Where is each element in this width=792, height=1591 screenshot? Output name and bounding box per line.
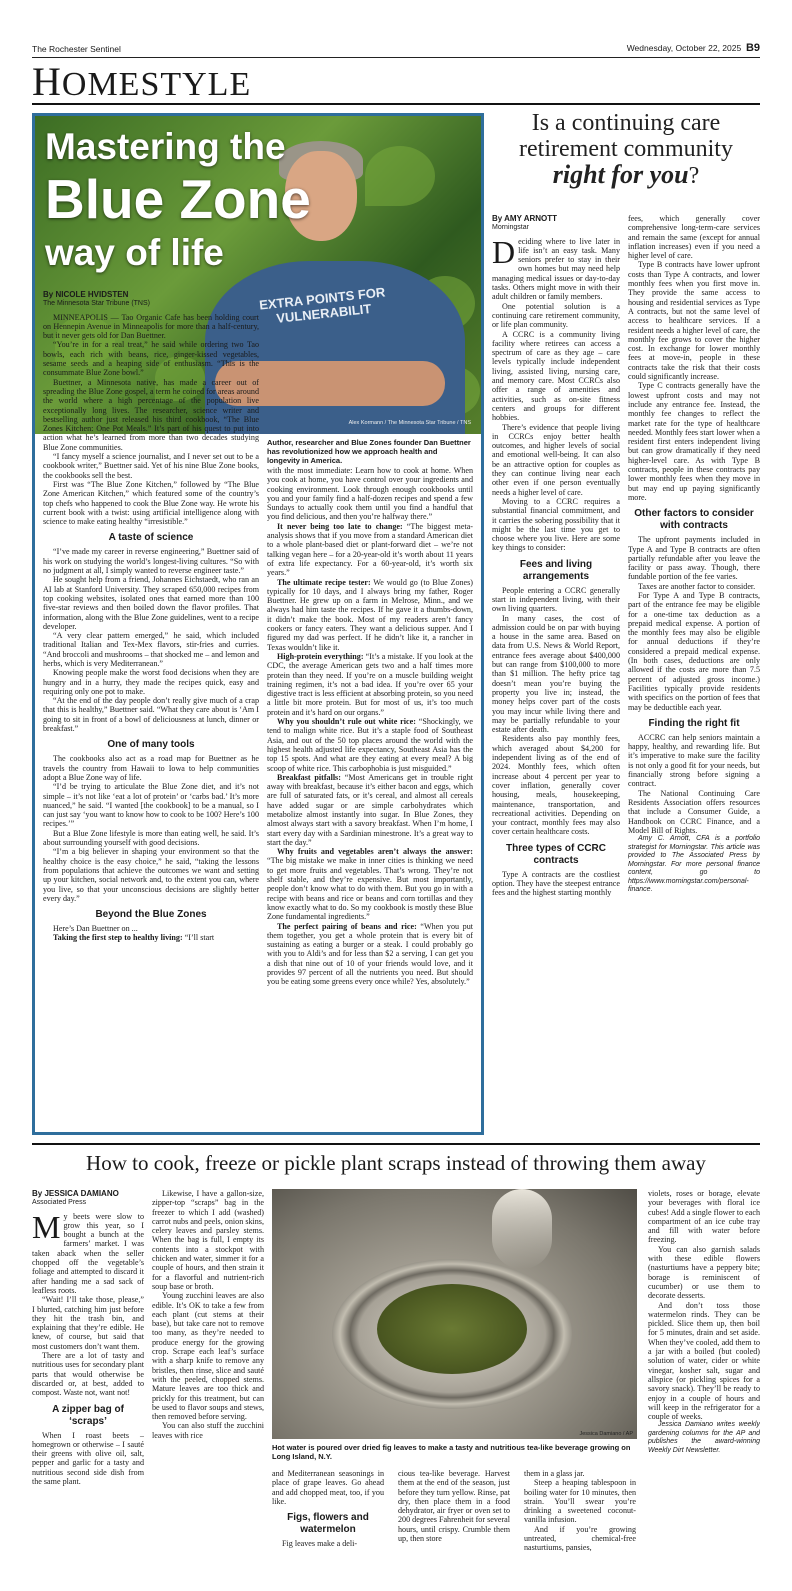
ccrc-story — [492, 110, 760, 1130]
story1-column-2: with the most immediate: Learn how to cook at home. When you cook at home, you have control over your ingredients and cooking environment. Look through enough cookbooks until you and your family find a half-dozen recipes and spend a few Sundays to actually cook them until you find a handful that you find delicious, and then you’re halfway there.” It never being too late to change: “The biggest meta-analysis shows that if you move from a standard American diet to a whole plant-based diet or plant-forward diet – we’re not talking vegan here – for a 20-year-old it’s worth about 11 years of extra life expectancy. For a 60-year-old, it’s worth six years.” The ultimate recipe tester: We would go (to Blue Zones) typically for 10 days, and I always bring my father, Roger Buettner. He grew up on a farm in Melrose, Minn., and we always had him taste the recipes. If he gave it a thumbs-down, it didn’t make the book. Most of my readers aren’t fancy cookers or fancy eaters. They want a delicious supper. And I figured my dad was perfect. If he didn’t like it, a rancher in Texas wouldn’t like it. High-protein everything: “It’s a mistake. If you look at the CDC, the average American gets two and a half times more protein than they need. If you’re on a muscle building weight training regimen, it’s not a bad idea. If you’re over 65 your digestive tract is less efficient at absorbing protein, so you need a little bit more protein. But for most of us, it’s too much protein and it’s hard on our organs.” Why you shouldn’t rule out white rice: “Shockingly, we tend to malign white rice. But it’s a staple food of Southeast Asia, and out of the 50 top places around the world with the highest health adjusted life expectancy, Southeast Asia has the top 15 spots. And what are they eating at every meal? A big scoop of white rice. This carbophobia is just misguided.” Breakfast pitfalls: “Most Americans get in trouble right away with breakfast, because it’s either bacon and eggs, which are full of saturated fats, or it’s cereal, and almost all cereals have added sugar or are simple carbohydrates which metabolize almost instantly into sugar. In Blue Zones, they almost always start with a savory breakfast. When I’m home, I start every day with a Sardinian minestrone. It’s a great way to start the day.” Why fruits and vegetables aren’t always the answer: “The big mistake we make in inner cities is thinking we need to get more fruits and vegetables. That’s wrong. They’re not shelf stable, and they’re expensive. But most importantly, people don’t know what to do with them. But you go in with a recipe with beans and rice or beans and corn tortillas and they know exactly what to do. So my cookbook is mostly these Blue Zone fundamental ingredients.” The perfect pairing of beans and rice: “When you put them together, you get a whole protein that is every bit of sustaining as eating a burger or a steak. I could probably go with you to Aldi’s and for less than $2 a serving, I can get you a dish that nine out of 10 of your friends would love, and it provides 97 percent of all the nutrients you need. But should you be eating some greens every once while? Yes, absolutely.” — [267, 466, 473, 987]
subhead: Figs, flowers and watermelon — [287, 1512, 369, 1536]
byline-affiliation: Associated Press — [32, 1199, 87, 1207]
scraps-column-3: and Mediterranean seasonings in place of grape leaves. Go ahead and add chopped meat, too, if you like. Figs, flowers and watermelon Fig leaves make a deli- — [272, 1469, 384, 1549]
photo-caption: Author, researcher and Blue Zones founder Dan Buettner has revolutionized how we approach health and longevity in America. — [267, 438, 471, 465]
headline-line-1: Mastering the — [45, 126, 286, 167]
paper-name: The Rochester Sentinel — [32, 44, 121, 54]
scraps-column-6: violets, roses or borage, elevate your beverages with floral ice cubes! Add a single flower to each compartment of an ice cube tray and fill with water before freezing. You can also garnish salads with these edible flowers (nasturtiums have a peppery bite; borage is reminiscent of cucumber) or use them to decorate desserts. And don’t toss those watermelon rinds. They can be pickled. Slice them up, then boil for 5 minutes, drain and set aside. When they’ve cooled, add them to a jar with a boiled (but cooled) solution of water, cider or white vinegar, kosher salt, sugar and allspice (or pickling spices for a savory snack). They’ll be ready to enjoy in a couple of hours and will keep in the refrigerator for a couple of weeks. Jessica Damiano writes weekly gardening columns for the AP and publishes the award-winning Weekly Dirt Newsletter. — [648, 1189, 760, 1454]
photo-caption: Hot water is poured over dried fig leaves to make a tasty and nutritious tea-like beverage growing on Long Island, N.Y. — [272, 1443, 631, 1461]
plant-scraps-story — [32, 1143, 760, 1583]
subhead: One of many tools — [107, 739, 195, 751]
byline-affiliation: Morningstar — [492, 224, 529, 232]
scraps-column-1: By JESSICA DAMIANO Associated Press My beets were slow to grow this year, so I bought a bunch at the farmers’ market. I was taken aback when the seller chopped off the vegetable’s foliage and attempted to discard it after handing me a sad sack of leafless roots. “Wait! I’ll take those, please,” I blurted, catching him just before they hit the trash bin, and explaining that they’re edible. He knew, of course, but said that most customers don’t want them. There are a lot of tasty and nutritious uses for secondary plant parts that would otherwise be discarded or, at best, added to compost. Waste not, want not! A zipper bag of ‘scraps’ When I roast beets – homegrown or otherwise – I sauté their greens with olive oil, salt, pepper and garlic for a tasty and nutritious second side dish from the same plant. — [32, 1189, 144, 1487]
byline-affiliation: The Minnesota Star Tribune (TNS) — [43, 300, 150, 308]
photo-credit: Alex Kormann / The Minnesota Star Tribune / TNS — [348, 420, 471, 426]
subhead: A zipper bag of ‘scraps’ — [52, 1403, 124, 1427]
byline: By JESSICA DAMIANO — [32, 1189, 119, 1198]
scraps-column-2: Likewise, I have a gallon-size, zipper-top “scraps” bag in the freezer to which I add (washed) carrot nubs and peels, onion skins, celery leaves and parsley stems. When the bag is full, I empty its contents into a stockpot with chicken and water, simmer it for a couple of hours, and then strain it for a flavorful and nutrient-rich soup base or broth. Young zucchini leaves are also edible. It’s OK to take a few from each plant (cut stems at their base), but take care not to remove too many, as they’re needed to produce energy for the growing crop. Scrape each leaf’s surface with a sharp knife to remove any bristles, then rinse, slice and sauté with the peeled, chopped stems. Mature leaves are too thick and prickly for this treatment, but can be used to flavor soups and stews, then removed before serving. You can also stuff the zucchini leaves with rice — [152, 1189, 264, 1440]
fig-leaf-tea — [377, 1284, 527, 1374]
byline: By AMY ARNOTT — [492, 214, 558, 223]
headline-line-2: Blue Zone — [45, 168, 311, 230]
subhead: Fees and living arrangements — [519, 558, 593, 582]
ccrc-column-1: By AMY ARNOTT Morningstar Deciding where to live later in life isn’t an easy task. Many seniors prefer to stay in their own homes but may need help managing medical issues or day-to-day tasks. Others might move in with their adult children or family members. One potential solution is a continuing care retirement community, or life plan community. A CCRC is a community living facility where retirees can access a spectrum of care as they age – care levels typically include independent living, assisted living, nursing care, and memory care. Most CCRCs also offer a range of amenities and activities, such as on-site fitness centers and groups for different hobbies. There’s evidence that people living in CCRCs enjoy better health outcomes, and higher levels of social and emotional well-being. It can also be an attractive option for couples as they can continue living near each other even if one person eventually needs a higher level of care. Moving to a CCRC requires a substantial financial commitment, and it carries the sobering possibility that it might be the last time you get to choose where you live. Here are some key things to consider: Fees and living arrangements People entering a CCRC generally start in independent living, with their own living quarters. In many cases, the cost of admission could be on par with buying a house in the same area. Based on data from U.S. News & World Report, entrance fees average about $400,000 but can range from $100,000 to more than $1 million. The hefty price tag doesn’t mean you’re buying the property you live in; instead, the money helps cover part of the costs you may incur while living there and may be partially refundable to your estate after death. Residents also pay monthly fees, which averaged about $4,200 for independent living as of the end of 2024. Monthly fees, which often increase about 4 percent per year to cover inflation, generally cover housing, meals, housekeeping, maintenance, transportation, and recreational activities. Depending on your contract, monthly fees may also cover certain healthcare costs. Three types of CCRC contracts Type A contracts are the costliest option. They have the steepest entrance fees and the highest starting monthly — [492, 214, 620, 898]
drop-cap: D — [492, 233, 516, 270]
subhead: A taste of science — [108, 532, 194, 544]
subhead: Three types of CCRC contracts — [505, 842, 606, 866]
subhead: Other factors to consider with contracts — [634, 508, 754, 532]
drop-cap: M — [32, 1208, 61, 1245]
photo-credit: Jessica Damiano / AP — [579, 1431, 633, 1437]
plant-scraps-headline: How to cook, freeze or pickle plant scraps instead of throwing them away — [86, 1151, 706, 1175]
scraps-column-5: them in a glass jar. Steep a heaping tablespoon in boiling water for 10 minutes, then strain. You’ll swear you’re drinking a sweetened coconut-vanilla infusion. And if you’re growing untreated, chemical-free nasturtiums, pansies, — [524, 1469, 636, 1553]
ccrc-headline: Is a continuing care retirement community right for you? — [519, 110, 733, 189]
shirt-text: EXTRA POINTS FOR VULNERABILIT — [258, 284, 386, 326]
story1-column-1: By NICOLE HVIDSTEN The Minnesota Star Tribune (TNS) MINNEAPOLIS — Tao Organic Cafe has been holding court on Hennepin Avenue in Minneapolis for more than a half-century, but it never gets old for Dan Buettner. “You’re in for a real treat,” he said while ordering two Tao bowls, each rich with beans, rice, ginger-kissed vegetables, sesame seeds and a heaping side of enthusiasm. “This is the consummate Blue Zone bowl.” Buettner, a Minnesota native, has made a career out of spreading the Blue Zone gospel, a term he coined for areas around the world where a high percentage of the population live exceptionally long lives. The researcher, science writer and bestselling author just released his third cookbook, “The Blue Zones Kitchen: One Pot Meals.” It’s part of his quest to put into action what he’s learned from more than two decades studying Blue Zone communities. “I fancy myself a science journalist, and I never set out to be a cookbook writer,” Buettner said. Yet of his nine Blue Zone books, the cookbooks sell the best. First was “The Blue Zone Kitchen,” followed by “The Blue Zone American Kitchen,” which featured some of the country’s top chefs who happened to cook the Blue Zone way. He wrote his current book with a twist: using artificial intelligence along with science to make eating healthy “irresistible.” A taste of science “I’ve made my career in reverse engineering,” Buettner said of his work on studying the world’s longest-living cultures. “So with no judgment at all, I simply wanted to reverse engineer taste.” He sought help from a friend, Johannes Eichstaedt, who ran an AI lab at Stanford University. They scraped 650,000 recipes from top cooking websites, isolated ones that earned more than 100 five-star reviews and then boiled down the flavor profiles. That information, along with the Blue Zone guidelines, went to a recipe developer. “A very clear pattern emerged,” he said, which included traditional Italian and Tex-Mex flavors, stir-fries and curries. “And broccoli and mushrooms – that shocked me – and lemon and herbs, which is very Mediterranean.” Knowing people make the worst food decisions when they are hungry and in a hurry, they made the recipes quick, easy and requiring only one pot to make. “At the end of the day people don’t really give much of a crap that this is healthy,” Buettner said. “What they care about is ‘Am I going to sit in front of a bowl of deliciousness at lunch, dinner or breakfast.” One of many tools The cookbooks also act as a road map for Buettner as he travels the country from Hawaii to Iowa to help communities adopt a Blue Zone way of life. “I’d be trying to articulate the Blue Zone diet, and it’s not simple – it’s not like ‘eat a lot of protein’ or ‘carbs bad.’ It’s more nuanced,” he said. “I wanted [the cookbook] to be a manual, so I can just say ‘you want to know how to cook to be 100? Here’s 100 recipes.’” But a Blue Zone lifestyle is more than eating well, he said. It’s about surrounding yourself with good decisions. “I’m a big believer in shaping your environment so that the healthy choice is the easy choice,” he said, “taking the lessons from populations that achieve the outcomes we want and setting up your kitchen, social network and, to the extent you can, where you live, so that your unconscious decisions are slightly better every day.” Beyond the Blue Zones Here’s Dan Buettner on ... Taking the first step to healthy living: “I’ll start — [43, 290, 259, 943]
ccrc-column-2: fees, which generally cover comprehensive long-term-care services and remain the same (except for annual inflation increases) even if you need a higher level of care. Type B contracts have lower upfront costs than Type A contracts, and lower monthly fees when you first move in. They provide the same access to housing and residential services as Type A contracts, but not the same level of access to healthcare services. If a resident needs a higher level of care, the monthly fee grows to cover the higher cost. In exchange for lower monthly fees at move-in, people in these contracts take the risk that their costs could significantly increase. Type C contracts generally have the lowest upfront costs and may not include any entrance fee. Instead, the monthly fee changes to reflect the market rate for the type of healthcare needed. Monthly fees start lower when a resident first enters independent living but can grow dramatically if they need higher-level care. As with Type B contracts, people in these contracts pay lower monthly fees when they move in but may end up paying significantly more. Other factors to consider with contracts The upfront payments included in Type A and Type B contracts are often partially refundable after you leave the facility or pass away. Though, there fundable portion of the fee varies. Taxes are another factor to consider. For Type A and Type B contracts, part of the entrance fee may be eligible for a one-time tax deduction as a prepaid medical expense. A portion of the monthly fees may also be eligible for annual deductions if they’re considered a prepaid medical expense. (In both cases, deductions are only allowed if the costs are more than 7.5 percent of adjusted gross income.) Facilities typically provide residents with specifics on the portion of fees that may be deductible each year. Finding the right fit ACCRC can help seniors maintain a happy, healthy, and rewarding life. But it’s imperative to make sure the facility is not only a good fit for your needs, but financially strong before signing a contract. The National Continuing Care Residents Association offers resources that include a Consumer Guide, a Handbook on CCRC Finance, and a Model Bill of Rights. Amy C. Arnott, CFA is a portfolio strategist for Morningstar. This article was provided to The Associated Press by Morningstar. For more personal finance content, go to https://www.morningstar.com/personal-finance. — [628, 214, 760, 894]
fig-tea-photo — [272, 1189, 637, 1439]
scraps-column-4: cious tea-like beverage. Harvest them at the end of the season, just before they turn yellow. Rinse, pat dry, then place them in a food dehydrator, air fryer or oven set to 200 degrees Fahrenheit for several hours, until crispy. Crumble them up, then store — [398, 1469, 510, 1544]
headline-line-3: way of life — [45, 232, 224, 273]
subhead: Beyond the Blue Zones — [95, 909, 207, 921]
author-bio: Jessica Damiano writes weekly gardening columns for the AP and publishes the award-winning Weekly Dirt Newsletter. — [648, 1421, 760, 1454]
subhead: Finding the right fit — [648, 717, 740, 729]
section-rule — [32, 103, 760, 105]
masthead — [32, 38, 760, 58]
author-bio: Amy C. Arnott, CFA is a portfolio strategist for Morningstar. This article was provided to The Associated Press by Morningstar. For more personal finance content, go to https://www.morningstar.com/personal-finance. — [628, 835, 760, 894]
byline: By NICOLE HVIDSTEN — [43, 290, 129, 299]
page-number: B9 — [745, 42, 760, 54]
issue-date: Wednesday, October 22, 2025 — [626, 43, 742, 53]
blue-zone-story — [32, 113, 484, 1135]
section-title: HOMESTYLE — [32, 59, 252, 104]
